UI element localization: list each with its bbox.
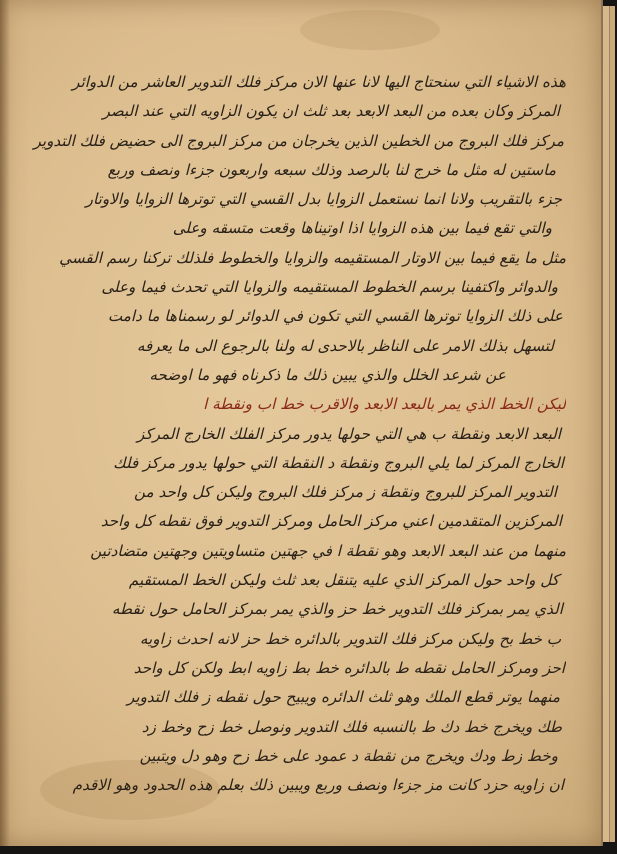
manuscript-line: والتي تقع فيما بين هذه الزوايا اذا اوتيناها وقعت متسقه وعلى <box>172 219 552 238</box>
manuscript-line: كل واحد حول المركز الذي عليه يتنقل بعد ثلث وليكن الخط المستقيم <box>128 571 559 590</box>
manuscript-line: الذي يمر بمركز فلك التدوير خط حز والذي يمر بمركز الحامل حول نقطه <box>111 600 563 619</box>
manuscript-line: لتسهل بذلك الامر على الناظر بالاحدى له ولنا بالرجوع الى ما يعرفه <box>136 336 554 355</box>
manuscript-line: مركز فلك البروج من الخطين الذين يخرجان من مركز البروج الى حضيض فلك التدوير <box>33 131 564 150</box>
manuscript-line: هذه الاشياء التي سنحتاج اليها لانا عنها الان مركز فلك التدوير العاشر من الدوائر <box>72 73 566 91</box>
paper-stain <box>300 10 440 50</box>
manuscript-line: المركز وكان بعده من البعد الابعد بعد ثلث ان يكون الزاويه التي عند البصر <box>102 102 560 121</box>
manuscript-line: جزء بالتقريب ولانا انما نستعمل الزوايا بدل القسي التي توترها الزوايا والاوتار <box>85 190 562 209</box>
manuscript-line: ان زاويه حزد كانت مز جزءا ونصف وربع ويبين ذلك بعلم هذه الحدود وهو الاقدم <box>72 776 564 795</box>
manuscript-line: الخارج المركز لما يلي البروج ونقطة د النقطة التي حولها يدور مركز فلك <box>113 453 564 472</box>
manuscript-line: ماستين له مثل ما خرج لنا بالرصد وذلك سبعه واربعون جزءا ونصف وربع <box>107 160 556 179</box>
manuscript-line: التدوير المركز للبروج ونقطة ز مركز فلك البروج وليكن كل واحد من <box>134 483 557 502</box>
manuscript-line: عن شرعد الخلل والذي يبين ذلك ما ذكرناه فهو ما اوضحه <box>149 365 506 384</box>
manuscript-line: ب خط بح وليكن مركز فلك التدوير بالدائره خط حز لانه احدث زاويه <box>139 629 561 648</box>
manuscript-line: وخط زط ودك ويخرج من نقطة د عمود على خط زح وهو دل ويتبين <box>139 746 558 765</box>
manuscript-line: منهما يوتر قطع الملك وهو ثلث الدائره ويبيح حول نقطه ز فلك التدوير <box>126 688 560 707</box>
manuscript-line: احز ومركز الحامل نقطه ط بالدائره خط بط زاويه ابط ولكن كل واحد <box>133 658 565 677</box>
manuscript-line: المركزين المتقدمين اعني مركز الحامل ومركز التدوير فوق نقطه كل واحد <box>100 512 562 531</box>
manuscript-line: ليكن الخط الذي يمر بالبعد الابعد والاقرب خط اب ونقطة ا <box>203 395 566 414</box>
manuscript-line: البعد الابعد ونقطة ب هي التي حولها يدور مركز الفلك الخارج المركز <box>136 424 561 443</box>
manuscript-text-block <box>26 68 566 800</box>
manuscript-line: منهما من عند البعد الابعد وهو نقطة ا في جهتين متساويتين وجهتين متضادتين <box>90 541 566 560</box>
binding-gutter-shadow <box>0 0 10 846</box>
manuscript-line: على ذلك الزوايا توترها القسي التي تكون في الدوائر لو رسمناها ما دامت <box>107 307 563 326</box>
manuscript-line: مثل ما يقع فيما بين الاوتار المستقيمه والزوايا والخطوط فلذلك تركنا رسم القسي <box>59 248 566 267</box>
manuscript-line: طك ويخرج خط دك ط بالنسبه فلك التدوير ونوصل خط زح وخط زد <box>141 717 562 736</box>
page-edge-leaf <box>609 6 615 842</box>
manuscript-line: والدوائر واكتفينا برسم الخطوط المستقيمه والزوايا التي تحدث فيما وعلى <box>101 278 558 297</box>
